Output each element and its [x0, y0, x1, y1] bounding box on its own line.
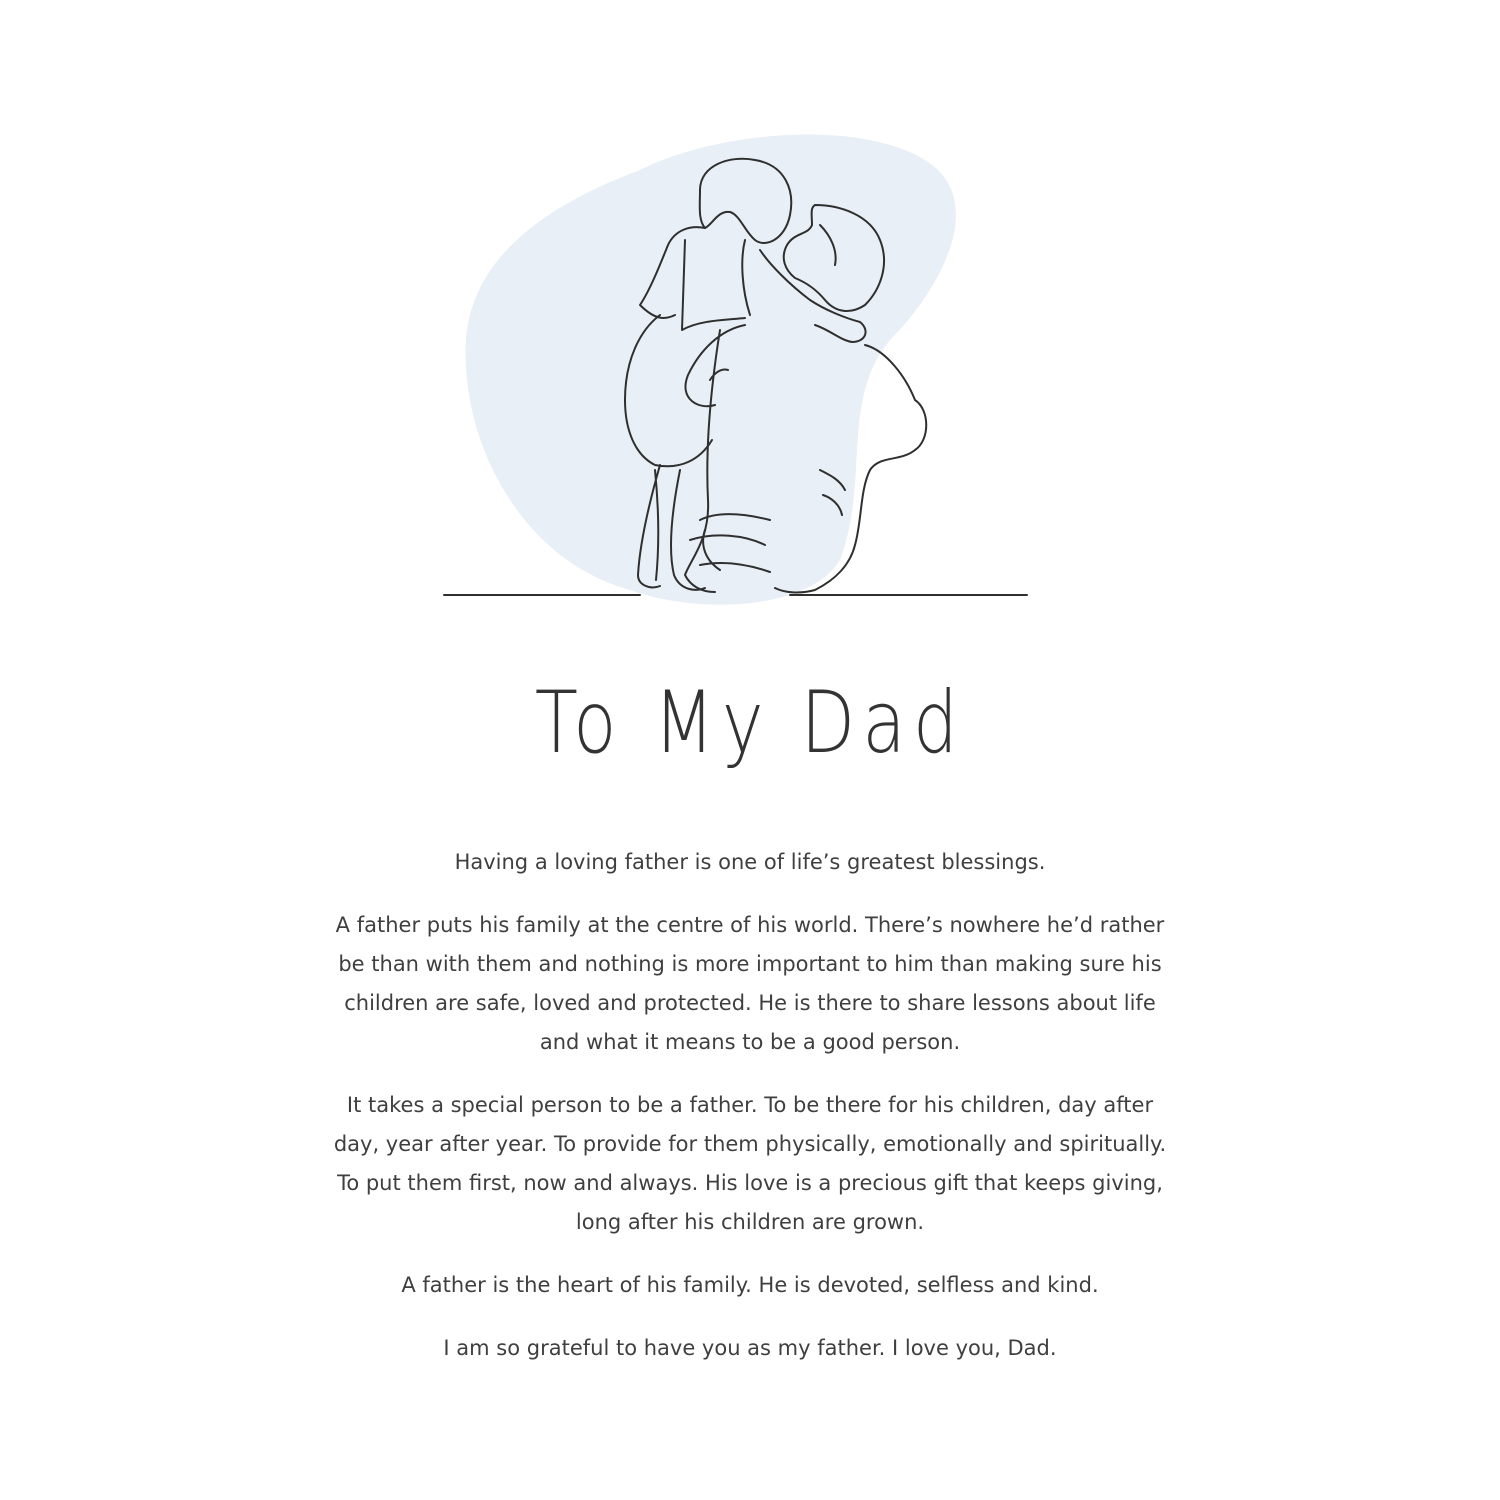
page-title: To My Dad — [534, 673, 966, 773]
poem-paragraph: A father is the heart of his family. He is devoted, selfless and kind. — [401, 1273, 1099, 1297]
poem-paragraph: It takes a special person to be a father. To be there for his children, day after day, year after year. To provide for them physically, emotionally and spiritually. To put them first, now and always. His love is a precious gift that keeps giving, long after his children are grown. — [333, 1093, 1167, 1234]
poem-body — [320, 843, 1180, 1392]
background-blob — [466, 135, 956, 605]
poem-paragraph: I am so grateful to have you as my father. I love you, Dad. — [443, 1336, 1057, 1360]
poem-paragraph: A father puts his family at the centre of his world. There’s nowhere he’d rather be than with them and nothing is more important to him than making sure his children are safe, loved and protected. He is there to share lessons about life and what it means to be a good person. — [335, 913, 1165, 1054]
father-and-child-line-art-icon — [0, 0, 1500, 640]
poem-paragraph: Having a loving father is one of life’s greatest blessings. — [454, 850, 1046, 874]
